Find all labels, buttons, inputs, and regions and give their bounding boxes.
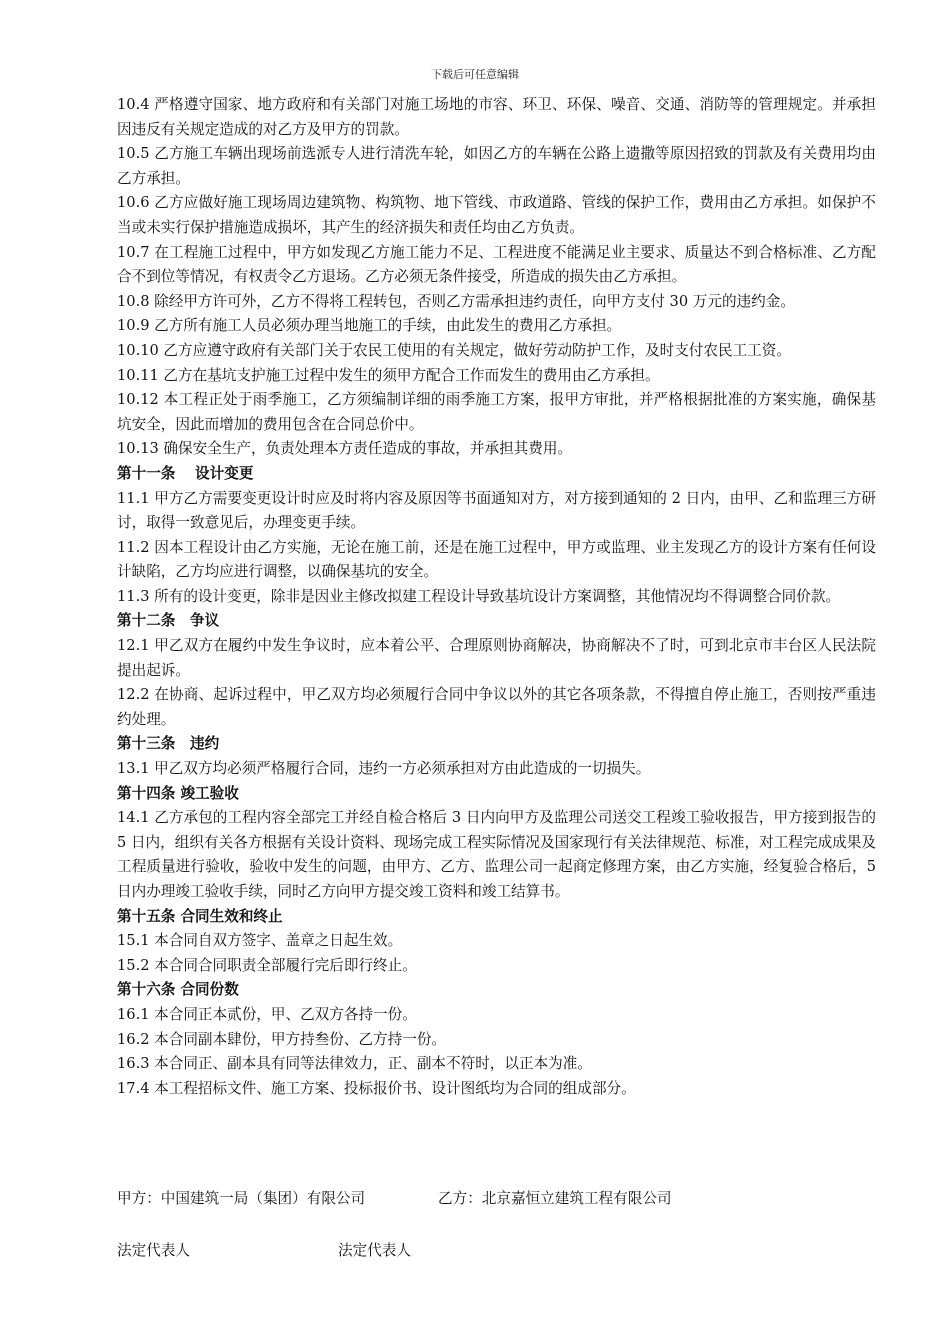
clause-paragraph: 16.1 本合同正本贰份，甲、乙双方各持一份。 bbox=[117, 1005, 417, 1023]
article-heading: 第十一条 设计变更 bbox=[117, 464, 254, 482]
contract-body bbox=[117, 93, 876, 1101]
clause-paragraph: 10.4 严格遵守国家、地方政府和有关部门对施工场地的市容、环卫、环保、噪音、交通、消防等的管理规定。并承担因违反有关规定造成的对乙方及甲方的罚款。 bbox=[117, 96, 876, 138]
clause-paragraph: 10.10 乙方应遵守政府有关部门关于农民工使用的有关规定，做好劳动防护工作，及时支付农民工工资。 bbox=[117, 341, 791, 359]
clause-paragraph: 10.13 确保安全生产，负责处理本方责任造成的事故，并承担其费用。 bbox=[117, 440, 573, 458]
party-a-representative: 法定代表人 bbox=[117, 1242, 190, 1259]
party-b-representative: 法定代表人 bbox=[338, 1242, 411, 1259]
clause-paragraph: 15.1 本合同自双方签字、盖章之日起生效。 bbox=[117, 932, 403, 950]
clause-paragraph: 16.3 本合同正、副本具有同等法律效力，正、副本不符时，以正本为准。 bbox=[117, 1055, 592, 1073]
clause-paragraph: 10.7 在工程施工过程中，甲方如发现乙方施工能力不足、工程进度不能满足业主要求、质量达不到合格标准、乙方配合不到位等情况，有权责令乙方退场。乙方必须无条件接受，所造成的损失由乙方承担。 bbox=[117, 243, 876, 286]
article-heading: 第十二条 争议 bbox=[117, 612, 220, 630]
clause-paragraph: 10.8 除经甲方许可外，乙方不得将工程转包，否则乙方需承担违约责任，向甲方支付 30 万元的违约金。 bbox=[117, 292, 795, 310]
article-heading: 第十五条 合同生效和终止 bbox=[117, 907, 283, 925]
party-a-name: 甲方：中国建筑一局（集团）有限公司 bbox=[117, 1190, 366, 1207]
party-b-name: 乙方：北京嘉恒立建筑工程有限公司 bbox=[438, 1190, 672, 1207]
clause-paragraph: 10.9 乙方所有施工人员必须办理当地施工的手续，由此发生的费用乙方承担。 bbox=[117, 317, 622, 335]
clause-paragraph: 16.2 本合同副本肆份，甲方持叁份、乙方持一份。 bbox=[117, 1030, 447, 1048]
clause-paragraph: 17.4 本工程招标文件、施工方案、投标报价书、设计图纸均为合同的组成部分。 bbox=[117, 1079, 636, 1097]
clause-paragraph: 10.12 本工程正处于雨季施工，乙方须编制详细的雨季施工方案，报甲方审批，并严格根据批准的方案实施，确保基坑安全，因此而增加的费用包含在合同总价中。 bbox=[117, 391, 876, 433]
clause-paragraph: 10.11 乙方在基坑支护施工过程中发生的须甲方配合工作而发生的费用由乙方承担。 bbox=[117, 366, 660, 384]
clause-paragraph: 11.2 因本工程设计由乙方实施，无论在施工前，还是在施工过程中，甲方或监理、业主发现乙方的设计方案有任何设计缺陷，乙方均应进行调整，以确保基坑的安全。 bbox=[117, 538, 876, 581]
clause-paragraph: 11.1 甲方乙方需要变更设计时应及时将内容及原因等书面通知对方，对方接到通知的 2 日内，由甲、乙和监理三方研讨，取得一致意见后，办理变更手续。 bbox=[117, 489, 876, 532]
clause-paragraph: 14.1 乙方承包的工程内容全部完工并经自检合格后 3 日内向甲方及监理公司送交工程竣工验收报告，甲方接到报告的 5 日内，组织有关各方根据有关设计资料、现场完成工程实际情况及国家现行有关法律规范、标准，对工程完成成果及工程质量进行验收，验收中发生的问题，由甲方、乙方、监理公司一起商定修理方案，由乙方实施，经复验合格后，5 日内办理竣工验收手续，同时乙方向甲方提交竣工资料和竣工结算书。 bbox=[117, 809, 876, 900]
article-heading: 第十四条 竣工验收 bbox=[117, 784, 239, 802]
clause-paragraph: 12.2 在协商、起诉过程中，甲乙双方均必须履行合同中争议以外的其它各项条款，不得擅自停止施工，否则按严重违约处理。 bbox=[117, 686, 876, 728]
clause-paragraph: 11.3 所有的设计变更，除非是因业主修改拟建工程设计导致基坑设计方案调整，其他情况均不得调整合同价款。 bbox=[117, 587, 841, 605]
clause-paragraph: 12.1 甲乙双方在履约中发生争议时，应本着公平、合理原则协商解决，协商解决不了时，可到北京市丰台区人民法院提出起诉。 bbox=[117, 637, 876, 679]
page-header: 下载后可任意编辑 bbox=[431, 68, 519, 81]
article-heading: 第十三条 违约 bbox=[117, 735, 220, 753]
signature-block bbox=[117, 1187, 876, 1211]
clause-paragraph: 10.5 乙方施工车辆出现场前选派专人进行清洗车轮，如因乙方的车辆在公路上遗撒等原因招致的罚款及有关费用均由乙方承担。 bbox=[117, 145, 876, 187]
clause-paragraph: 15.2 本合同合同职责全部履行完后即行终止。 bbox=[117, 956, 417, 974]
clause-paragraph: 10.6 乙方应做好施工现场周边建筑物、构筑物、地下管线、市政道路、管线的保护工作，费用由乙方承担。如保护不当或未实行保护措施造成损坏，其产生的经济损失和责任均由乙方负责。 bbox=[117, 194, 876, 236]
representatives bbox=[117, 1239, 411, 1263]
clause-paragraph: 13.1 甲乙双方均必须严格履行合同，违约一方必须承担对方由此造成的一切损失。 bbox=[117, 760, 651, 778]
article-heading: 第十六条 合同份数 bbox=[117, 981, 239, 999]
